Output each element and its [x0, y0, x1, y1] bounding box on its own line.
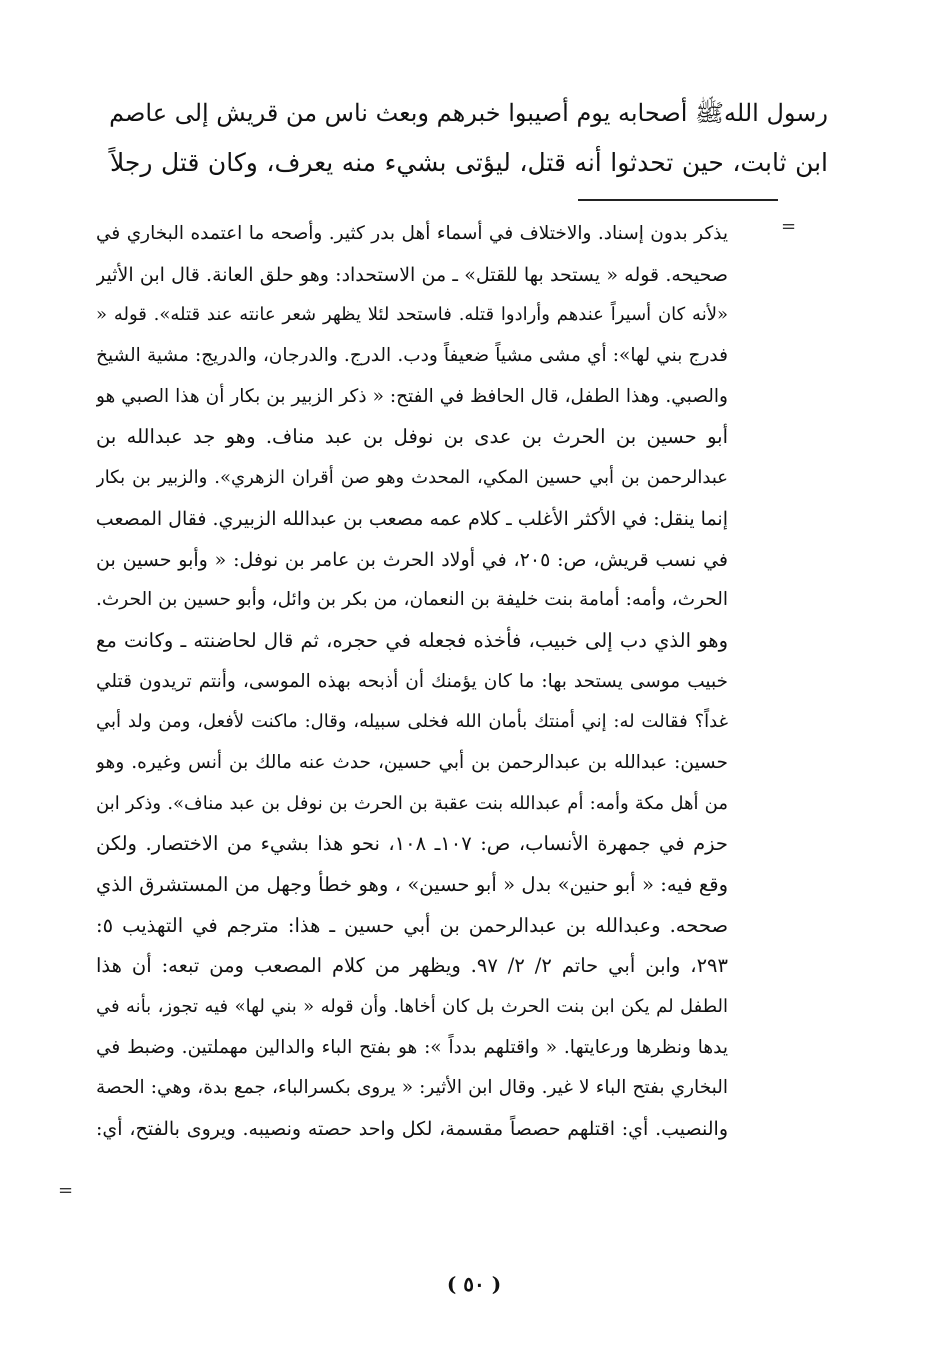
main-text-line: ابن ثابت، حين تحدثوا أنه قتل، ليؤتى بشيء منه يعرف، وكان قتل رجلاً — [110, 148, 828, 177]
footnote-line: خبيب موسى يستحد بها: ما كان يؤمنك أن أذبحه بهذه الموسى، وأنتم تريدون قتلي — [96, 670, 728, 692]
footnote-line: والصبي. وهذا الطفل، قال الحافظ في الفتح: « ذكر الزبير بن بكار أن هذا الصبي هو — [96, 385, 728, 407]
page-number: ( ٥٠ ) — [446, 1272, 502, 1296]
footnote-line: من أهل مكة وأمه: أم عبدالله بنت عقبة بن الحرث بن نوفل بن عبد مناف». وذكر ابن — [96, 792, 728, 814]
footnote-line: الطفل لم يكن ابن بنت الحرث بل كان أخاها. وأن قوله « بني لها» فيه تجوز، بأنه في — [96, 996, 728, 1018]
footnote-line: صحيحه. قوله « يستحد بها للقتل» ـ من الاستحداد: وهو حلق العانة. قال ابن الأثير — [96, 263, 728, 286]
footnote-line: ٢٩٣، وابن أبي حاتم ٢/ ٢/ ٩٧. ويظهر من كلام المصعب ومن تبعه: أن هذا — [96, 954, 728, 978]
footnote-divider — [578, 199, 778, 201]
footnote-line: صححه. وعبدالله بن عبدالرحمن بن أبي حسين ـ هذا: مترجم في التهذيب ٥: — [96, 913, 728, 937]
footnote-line: فدرج بني لها»: أي مشى مشياً ضعيفاً ودب. الدرج. والدرجان، والدريج: مشية الشيخ — [96, 345, 728, 367]
footnote-line: أبو حسين بن الحرث بن عدى بن نوفل بن عبد مناف. وهو جد عبدالله بن — [96, 425, 728, 449]
footnote-line: يدها ونظرها ورعايتها. « واقتلهم بدداً »: هو بفتح الباء والدالين مهملتين. وضبط في — [96, 1036, 728, 1058]
main-text-line: رسول اللهﷺ أصحابه يوم أصيبوا خبرهم وبعث ناس من قريش إلى عاصم — [109, 99, 828, 127]
continuation-mark-top: = — [781, 216, 797, 237]
footnote-line: إنما ينقل: في الأكثر الأغلب ـ كلام عمه مصعب بن عبدالله الزبيري. فقال المصعب — [96, 507, 728, 530]
footnote-block — [96, 214, 728, 1150]
footnote-line: عبدالرحمن بن أبي حسين المكي، المحدث وهو صن أقران الزهري». والزبير بن بكار — [96, 467, 728, 489]
footnote-line: يذكر بدون إسناد. والاختلاف في أسماء أهل بدر كثير. وأصحه ما اعتمده البخاري في — [96, 223, 728, 244]
main-text-block — [110, 88, 828, 188]
footnote-line: الحرث، وأمه: أمامة بنت خليفة بن النعمان، من بكر بن وائل، وأبو حسين بن الحرث. — [96, 589, 728, 611]
continuation-mark-bottom: = — [58, 1180, 74, 1201]
footnote-line: غداً؟ فقالت له: إني أمنتك بأمان الله فخلى سبيله، وقال: ماكنت لأفعل، ومن ولد أبي — [96, 711, 728, 733]
footnote-line: حسين: عبدالله بن عبدالرحمن بن أبي حسين، حدث عنه مالك بن أنس وغيره. وهو — [96, 751, 728, 773]
footnote-line: «لأنه كان أسيراً عندهم وأرادوا قتله. فاستحد لئلا يظهر شعر عانته عند قتله». قوله « — [96, 304, 728, 326]
footnote-line: حزم في جمهرة الأنساب، ص: ١٠٧ـ ١٠٨، نحو هذا بشيء من الاختصار. ولكن — [96, 832, 728, 856]
footnote-line: وقع فيه: « أبو حنين» بدل « أبو حسين» ، وهو خطأ وجهل من المستشرق الذي — [96, 873, 728, 896]
footnote-line: والنصيب. أي: اقتلهم حصصاً مقسمة، لكل واحد حصته ونصيبه. ويروى بالفتح، أي: — [96, 1118, 728, 1141]
footnote-line: وهو الذي دب إلى خبيب، فأخذه فجعله في حجره، ثم قال لحاضنته ـ وكانت مع — [96, 628, 728, 652]
footnote-line: البخاري بفتح الباء لا غير. وقال ابن الأثير: « يروى بكسرالباء، جمع بدة، وهي: الحصة — [96, 1077, 728, 1099]
footnote-line: في نسب قريش، ص: ٢٠٥، في أولاد الحرث بن عامر بن نوفل: « وأبو حسين بن — [96, 548, 728, 571]
